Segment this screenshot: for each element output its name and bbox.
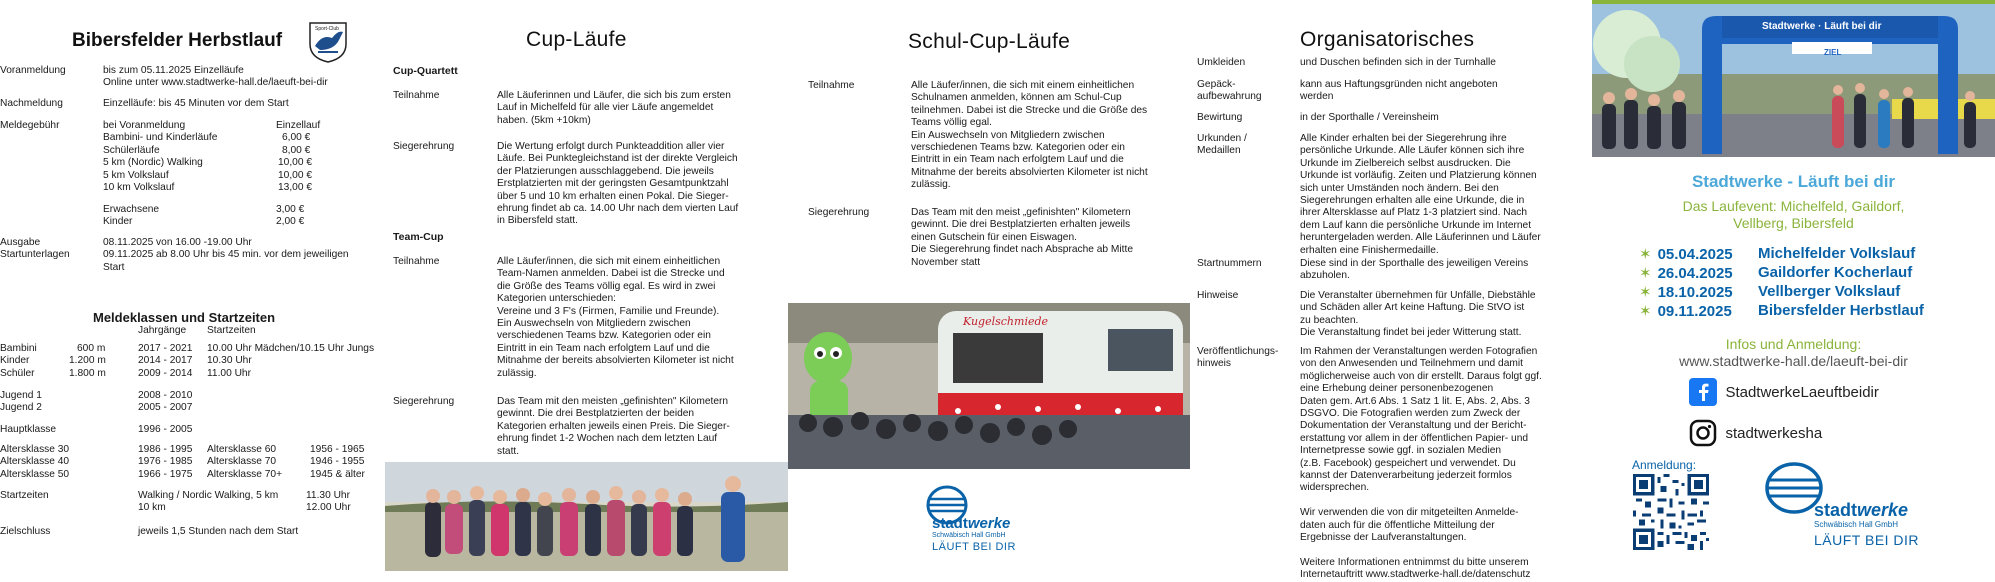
runner-icon: ✶ bbox=[1639, 284, 1652, 301]
arch-banner-text: Stadtwerke · Läuft bei dir bbox=[1762, 21, 1882, 32]
ak70plus-name: Altersklasse 70+ bbox=[207, 468, 283, 480]
ak30-years: 1986 - 1995 bbox=[138, 444, 193, 455]
org-gepaeck-value: kann aus Haftungsgründen nicht angeboten werden bbox=[1300, 79, 1498, 103]
schul-teilnahme-label: Teilnahme bbox=[808, 80, 855, 91]
logo-mid-word2: werke bbox=[967, 515, 1011, 532]
event-date: 26.04.2025 bbox=[1657, 265, 1733, 282]
headline: Stadtwerke - Läuft bei dir bbox=[1691, 172, 1896, 191]
event-name-3: Vellberger Volkslauf bbox=[1758, 283, 1901, 300]
team-sieger-text: Das Team mit den meisten „gefinishten" Kilometern gewinnt. Die drei Bestplatzierten der beiden Kategorien erhalten jeweils einen Preis. Die Sieger- ehrung findet 1-2 Wochen nach dem letzten Lauf statt. bbox=[497, 396, 730, 457]
schul-sieger-text: Das Team mit den meist „gefinishten" Kilometern gewinnt. Die drei Bestplatzierten erhalten jeweils einen Gutschein für einen Eiswagen. Die Siegerehrung findet nach Absprache ab Mitte November statt bbox=[911, 207, 1134, 268]
logo-mid-word bbox=[932, 515, 1010, 532]
cup-quartett-title: Cup-Quartett bbox=[393, 65, 458, 77]
info-label: Infos und Anmeldung: bbox=[1725, 336, 1862, 352]
event-date: 05.04.2025 bbox=[1657, 246, 1733, 263]
org-urkunden-label: Urkunden / Medaillen bbox=[1197, 133, 1247, 157]
ausgabe-value: 08.11.2025 von 16.00 -19.00 Uhr 09.11.2025 ab 8.00 Uhr bis 45 min. vor dem jeweiligen Start bbox=[103, 237, 349, 273]
logo-right-word2: werke bbox=[1857, 500, 1909, 520]
org-veroeffentlichung-label: Veröffentlichungs- hinweis bbox=[1197, 346, 1279, 370]
quartett-teilnahme-label: Teilnahme bbox=[393, 90, 440, 101]
ak60-years: 1956 - 1965 bbox=[310, 444, 365, 455]
meldegebuehr-value: bei Voranmeldung Bambini- und Kinderläufe Schülerläufe 5 km (Nordic) Walking 5 km Volkslauf 10 km Volkslauf bbox=[103, 120, 218, 194]
qr-code[interactable] bbox=[1633, 474, 1709, 550]
hauptklasse-name: Hauptklasse bbox=[0, 424, 57, 435]
fee-10km: 13,00 € bbox=[278, 182, 312, 193]
fee-erwachsene: 3,00 € bbox=[276, 204, 305, 215]
zielschluss-value: jeweils 1,5 Stunden nach dem Start bbox=[138, 526, 299, 537]
org-umkleiden-label: Umkleiden bbox=[1197, 57, 1246, 68]
classes-title: Meldeklassen und Startzeiten bbox=[93, 310, 276, 325]
panel-stadtwerke bbox=[1592, 0, 1995, 571]
runner-icon: ✶ bbox=[1639, 265, 1652, 282]
voranmeldung-value: bis zum 05.11.2025 Einzelläufe Online unter www.stadtwerke-hall.de/laeuft-bei-dir bbox=[103, 65, 328, 89]
meldegebuehr-label: Meldegebühr bbox=[0, 120, 60, 131]
panel1-title: Bibersfelder Herbstlauf bbox=[72, 30, 283, 51]
org-umkleiden-value: und Duschen befinden sich in der Turnhalle bbox=[1300, 57, 1496, 68]
event-name-1: Michelfelder Volkslauf bbox=[1758, 245, 1916, 262]
panel2-title: Cup-Läufe bbox=[526, 28, 627, 51]
class-dist-schueler: 1.800 m bbox=[69, 367, 106, 379]
ak70-name: Altersklasse 70 bbox=[207, 456, 277, 468]
logo-mid-slogan: LÄUFT BEI DIR bbox=[932, 541, 1016, 553]
van-sign: Kugelschmiede bbox=[963, 315, 1049, 328]
runner-icon: ✶ bbox=[1639, 303, 1652, 320]
nachmeldung-label: Nachmeldung bbox=[0, 98, 63, 109]
class-name-kinder: Kinder bbox=[0, 355, 30, 367]
nachmeldung-value: Einzelläufe: bis 45 Minuten vor dem Start bbox=[103, 98, 289, 109]
class-years-kinder: 2014 - 2017 bbox=[138, 355, 193, 367]
team-cup-title: Team-Cup bbox=[393, 231, 444, 243]
ak50-years: 1966 - 1975 bbox=[138, 468, 193, 480]
panel-bibersfelder bbox=[0, 0, 385, 571]
event-date: 09.11.2025 bbox=[1657, 303, 1732, 320]
org-veroeffentlichung-value: Im Rahmen der Veranstaltungen werden Fotografien von den Anwesenden und Teilnehmern und damit möglicherweise auch von dir erstellt. Daraus folgt ggf. eine Erhebung deiner personenbezogenen Daten gem. Art.6 Abs. 1 Satz 1 lit. E, Abs. 2, Abs. 3 DSGVO. Die Fotografien werden zum Zweck der Dokumentation der Veranstaltung und der Bericht- erstattung vor allem in der öffentlichen Papier- und Internetpresse sowie ggf. in sozialen Medien (z.B. Facebook) gespeichert und verwendet. Du kannst der Datenverarbeitung jederzeit formlos widersprechen. Wir verwenden die von dir mitgeteilten Anmelde- daten auch für die öffentliche Mitteilung der Ergebnisse der Laufveranstaltungen. Weitere Informationen entnimmst du bitte unserem Internetauftritt www.stadtwerke-hall.de/datenschutz bbox=[1300, 346, 1542, 581]
org-startnummern-label: Startnummern bbox=[1197, 258, 1262, 269]
class-years-bambini: 2017 - 2021 bbox=[138, 343, 193, 354]
facebook-link[interactable] bbox=[1689, 378, 1879, 406]
info-url[interactable]: www.stadtwerke-hall.de/laeuft-bei-dir bbox=[1679, 353, 1908, 369]
ak70plus-years: 1945 & älter bbox=[310, 468, 365, 480]
class-time-schueler: 11.00 Uhr bbox=[207, 367, 251, 379]
startzeit-walking-time: 11.30 Uhr bbox=[306, 490, 350, 501]
quartett-teilnahme-text: Alle Läuferinnen und Läufer, die sich bis zum ersten Lauf in Michelfeld für alle vier Läufe angemeldet haben. (5km +10km) bbox=[497, 90, 731, 126]
facebook-icon bbox=[1689, 378, 1717, 406]
jugend1-years: 2008 - 2010 bbox=[138, 390, 193, 401]
org-bewirtung-value: in der Sporthalle / Vereinsheim bbox=[1300, 112, 1439, 123]
logo-right-slogan: LÄUFT BEI DIR bbox=[1814, 532, 1920, 548]
class-time-bambini: 10.00 Uhr Mädchen/10.15 Uhr Jungs bbox=[207, 343, 375, 354]
ak70-years: 1946 - 1955 bbox=[310, 456, 365, 468]
ak40-name: Altersklasse 40 bbox=[0, 456, 70, 468]
class-name: Bambini bbox=[0, 343, 37, 354]
panel-schul-cup bbox=[788, 0, 1190, 571]
org-gepaeck-label: Gepäck- aufbewahrung bbox=[1197, 79, 1262, 103]
panel4-title: Organisatorisches bbox=[1300, 28, 1475, 51]
fee-kinder: 2,00 € bbox=[276, 216, 305, 228]
logo-right-sub: Schwäbisch Hall GmbH bbox=[1814, 520, 1899, 529]
class-time-kinder: 10.30 Uhr bbox=[207, 355, 252, 367]
fee-schueler: 8,00 € bbox=[282, 144, 311, 156]
logo-right-word bbox=[1814, 500, 1908, 521]
event-row-1 bbox=[1639, 245, 1733, 263]
class-dist-kinder: 1.200 m bbox=[69, 355, 106, 367]
fee-bambini: 6,00 € bbox=[282, 132, 311, 144]
team-teilnahme-label: Teilnahme bbox=[393, 256, 440, 267]
class-name-schueler: Schüler bbox=[0, 367, 35, 379]
startzeit-10km-time: 12.00 Uhr bbox=[306, 502, 351, 514]
runner-icon: ✶ bbox=[1639, 246, 1652, 263]
org-bewirtung-label: Bewirtung bbox=[1197, 112, 1243, 123]
quartett-sieger-label: Siegerehrung bbox=[393, 141, 455, 152]
logo-right-word1: stadt bbox=[1814, 500, 1858, 520]
stadtwerke-logo-right bbox=[1764, 462, 1944, 552]
org-hinweise-value: Die Veranstalter übernehmen für Unfälle, Diebstähle und Schäden aller Art keine Haftung. Die StVO ist zu beachten. Die Veranstaltung findet bei jeder Witterung statt. bbox=[1300, 290, 1536, 339]
quartett-sieger-text: Die Wertung erfolgt durch Punkteaddition aller vier Läufe. Bei Punktegleichstand ist der direkte Vergleich der Platzierungen ausschlaggebend. Die jeweils Erstplatzierten mit der geringsten Gesamtpunktzahl über 5 und 10 km erhalten einen Pokal. Die Sieger- ehrung findet ab ca. 14.00 Uhr nach dem vierten Lauf in Bibersfeld statt. bbox=[497, 141, 739, 227]
panel-cup-laeufe bbox=[385, 0, 788, 571]
jugend2-years: 2005 - 2007 bbox=[138, 402, 193, 414]
club-logo bbox=[306, 20, 350, 64]
ice-van-photo bbox=[788, 303, 1190, 469]
startzeit-walking: Walking / Nordic Walking, 5 km bbox=[138, 490, 279, 501]
fee-5km: 10,00 € bbox=[278, 169, 312, 181]
jugend2-name: Jugend 2 bbox=[0, 402, 42, 414]
team-teilnahme-text: Alle Läufer/innen, die sich mit einem einheitlichen Team-Namen anmelden. Dabei ist die Strecke und die Größe des Teams völlig egal. Es wird in zwei Kategorien unterschieden: Vereine und 3 F's (Firmen, Familie und Freunde). Ein Auswechseln von Mitgliedern zwischen verschiedenen Teams bzw. Kategorien oder ein Eintritt in ein Team nach erfolgtem Lauf und die Mitnahme der bereits absolvierten Kilometer ist nicht zulässig. bbox=[497, 256, 734, 379]
instagram-handle: stadtwerkesha bbox=[1725, 424, 1823, 442]
ak40-years: 1976 - 1985 bbox=[138, 456, 193, 468]
zielschluss-label: Zielschluss bbox=[0, 526, 51, 537]
anmeldung-label: Anmeldung: bbox=[1632, 458, 1697, 472]
club-logo-text: Sport-Club bbox=[315, 26, 339, 32]
class-row-bambini bbox=[0, 343, 37, 355]
classes-head-years: Jahrgänge bbox=[138, 325, 187, 336]
logo-mid-sub: Schwäbisch Hall GmbH bbox=[932, 532, 1006, 539]
panel-organisatorisches bbox=[1190, 0, 1592, 581]
startzeit-10km: 10 km bbox=[138, 502, 166, 514]
startzeiten-label: Startzeiten bbox=[0, 490, 49, 501]
org-urkunden-value: Alle Kinder erhalten bei der Siegerehrung ihre persönliche Urkunde. Alle Läufer können sich ihre Urkunde im Zielbereich selbst ausdrucken. Die Urkunde ist vorläufig. Zeiten und Platzierung können sich unter Umständen noch ändern. Bei den Siegerehrungen erhalten alle eine Urkunde, die in ihrer Altersklasse auf Platz 1-3 platziert sind. Nach dem Lauf kann die persönliche Urkunde im Internet heruntergeladen werden. Alle Läuferinnen und Läufer erhalten eine Finishermedaille. bbox=[1300, 133, 1541, 256]
hauptklasse-years: 1996 - 2005 bbox=[138, 424, 193, 435]
ak60-name: Altersklasse 60 bbox=[207, 444, 277, 455]
fee-walking: 10,00 € bbox=[278, 157, 312, 169]
team-sieger-label: Siegerehrung bbox=[393, 396, 455, 407]
logo-mid-word1: stadt bbox=[932, 515, 968, 532]
schul-teilnahme-text: Alle Läufer/innen, die sich mit einem einheitlichen Schulnamen anmelden, können am Schul-Cup teilnehmen. Dabei ist die Strecke und die Größe des Teams völlig egal. Ein Auswechseln von Mitgliedern zwischen verschiedenen Teams bzw. Kategorien oder ein Eintritt in ein Team nach erfolgtem Lauf und die Mitnahme der bereits absolvierten Kilometer ist nicht zulässig. bbox=[911, 80, 1148, 191]
org-hinweise-label: Hinweise bbox=[1197, 290, 1239, 301]
voranmeldung-label: Voranmeldung bbox=[0, 65, 66, 76]
event-name-4: Bibersfelder Herbstlauf bbox=[1758, 302, 1924, 319]
event-date: 18.10.2025 bbox=[1657, 284, 1733, 301]
group-photo-image bbox=[385, 462, 788, 571]
jugend1-name: Jugend 1 bbox=[0, 390, 42, 401]
class-dist-bambini: 600 m bbox=[77, 343, 106, 354]
classes-head-times: Startzeiten bbox=[207, 325, 256, 336]
ak30-name: Altersklasse 30 bbox=[0, 444, 70, 455]
qr-code-icon bbox=[1633, 474, 1709, 550]
event-row-3 bbox=[1639, 283, 1733, 301]
org-startnummern-value: Diese sind in der Sporthalle des jeweiligen Vereins abzuholen. bbox=[1300, 258, 1529, 282]
ak50-name: Altersklasse 50 bbox=[0, 468, 70, 480]
instagram-link[interactable] bbox=[1689, 419, 1822, 447]
subline: Das Laufevent: Michelfeld, Gaildorf, Vellberg, Bibersfeld bbox=[1682, 198, 1905, 231]
arch-ziel-text: ZIEL bbox=[1824, 48, 1842, 57]
schul-sieger-label: Siegerehrung bbox=[808, 207, 870, 218]
ausgabe-label: Ausgabe Startunterlagen bbox=[0, 237, 70, 261]
finish-arch-photo bbox=[1592, 4, 1995, 157]
group-photo bbox=[385, 462, 788, 571]
nachmeldung-fees-label: Erwachsene Kinder bbox=[103, 204, 160, 228]
facebook-handle: StadtwerkeLaeuftbeidir bbox=[1725, 383, 1879, 401]
class-years-schueler: 2009 - 2014 bbox=[138, 367, 193, 379]
stadtwerke-logo-mid bbox=[926, 485, 1056, 555]
panel3-title: Schul-Cup-Läufe bbox=[908, 30, 1071, 53]
event-row-2 bbox=[1639, 264, 1733, 282]
event-row-4 bbox=[1639, 302, 1732, 320]
fees-header: Einzellauf bbox=[276, 120, 321, 131]
instagram-icon bbox=[1689, 419, 1717, 447]
event-name-2: Gaildorfer Kocherlauf bbox=[1758, 264, 1913, 281]
